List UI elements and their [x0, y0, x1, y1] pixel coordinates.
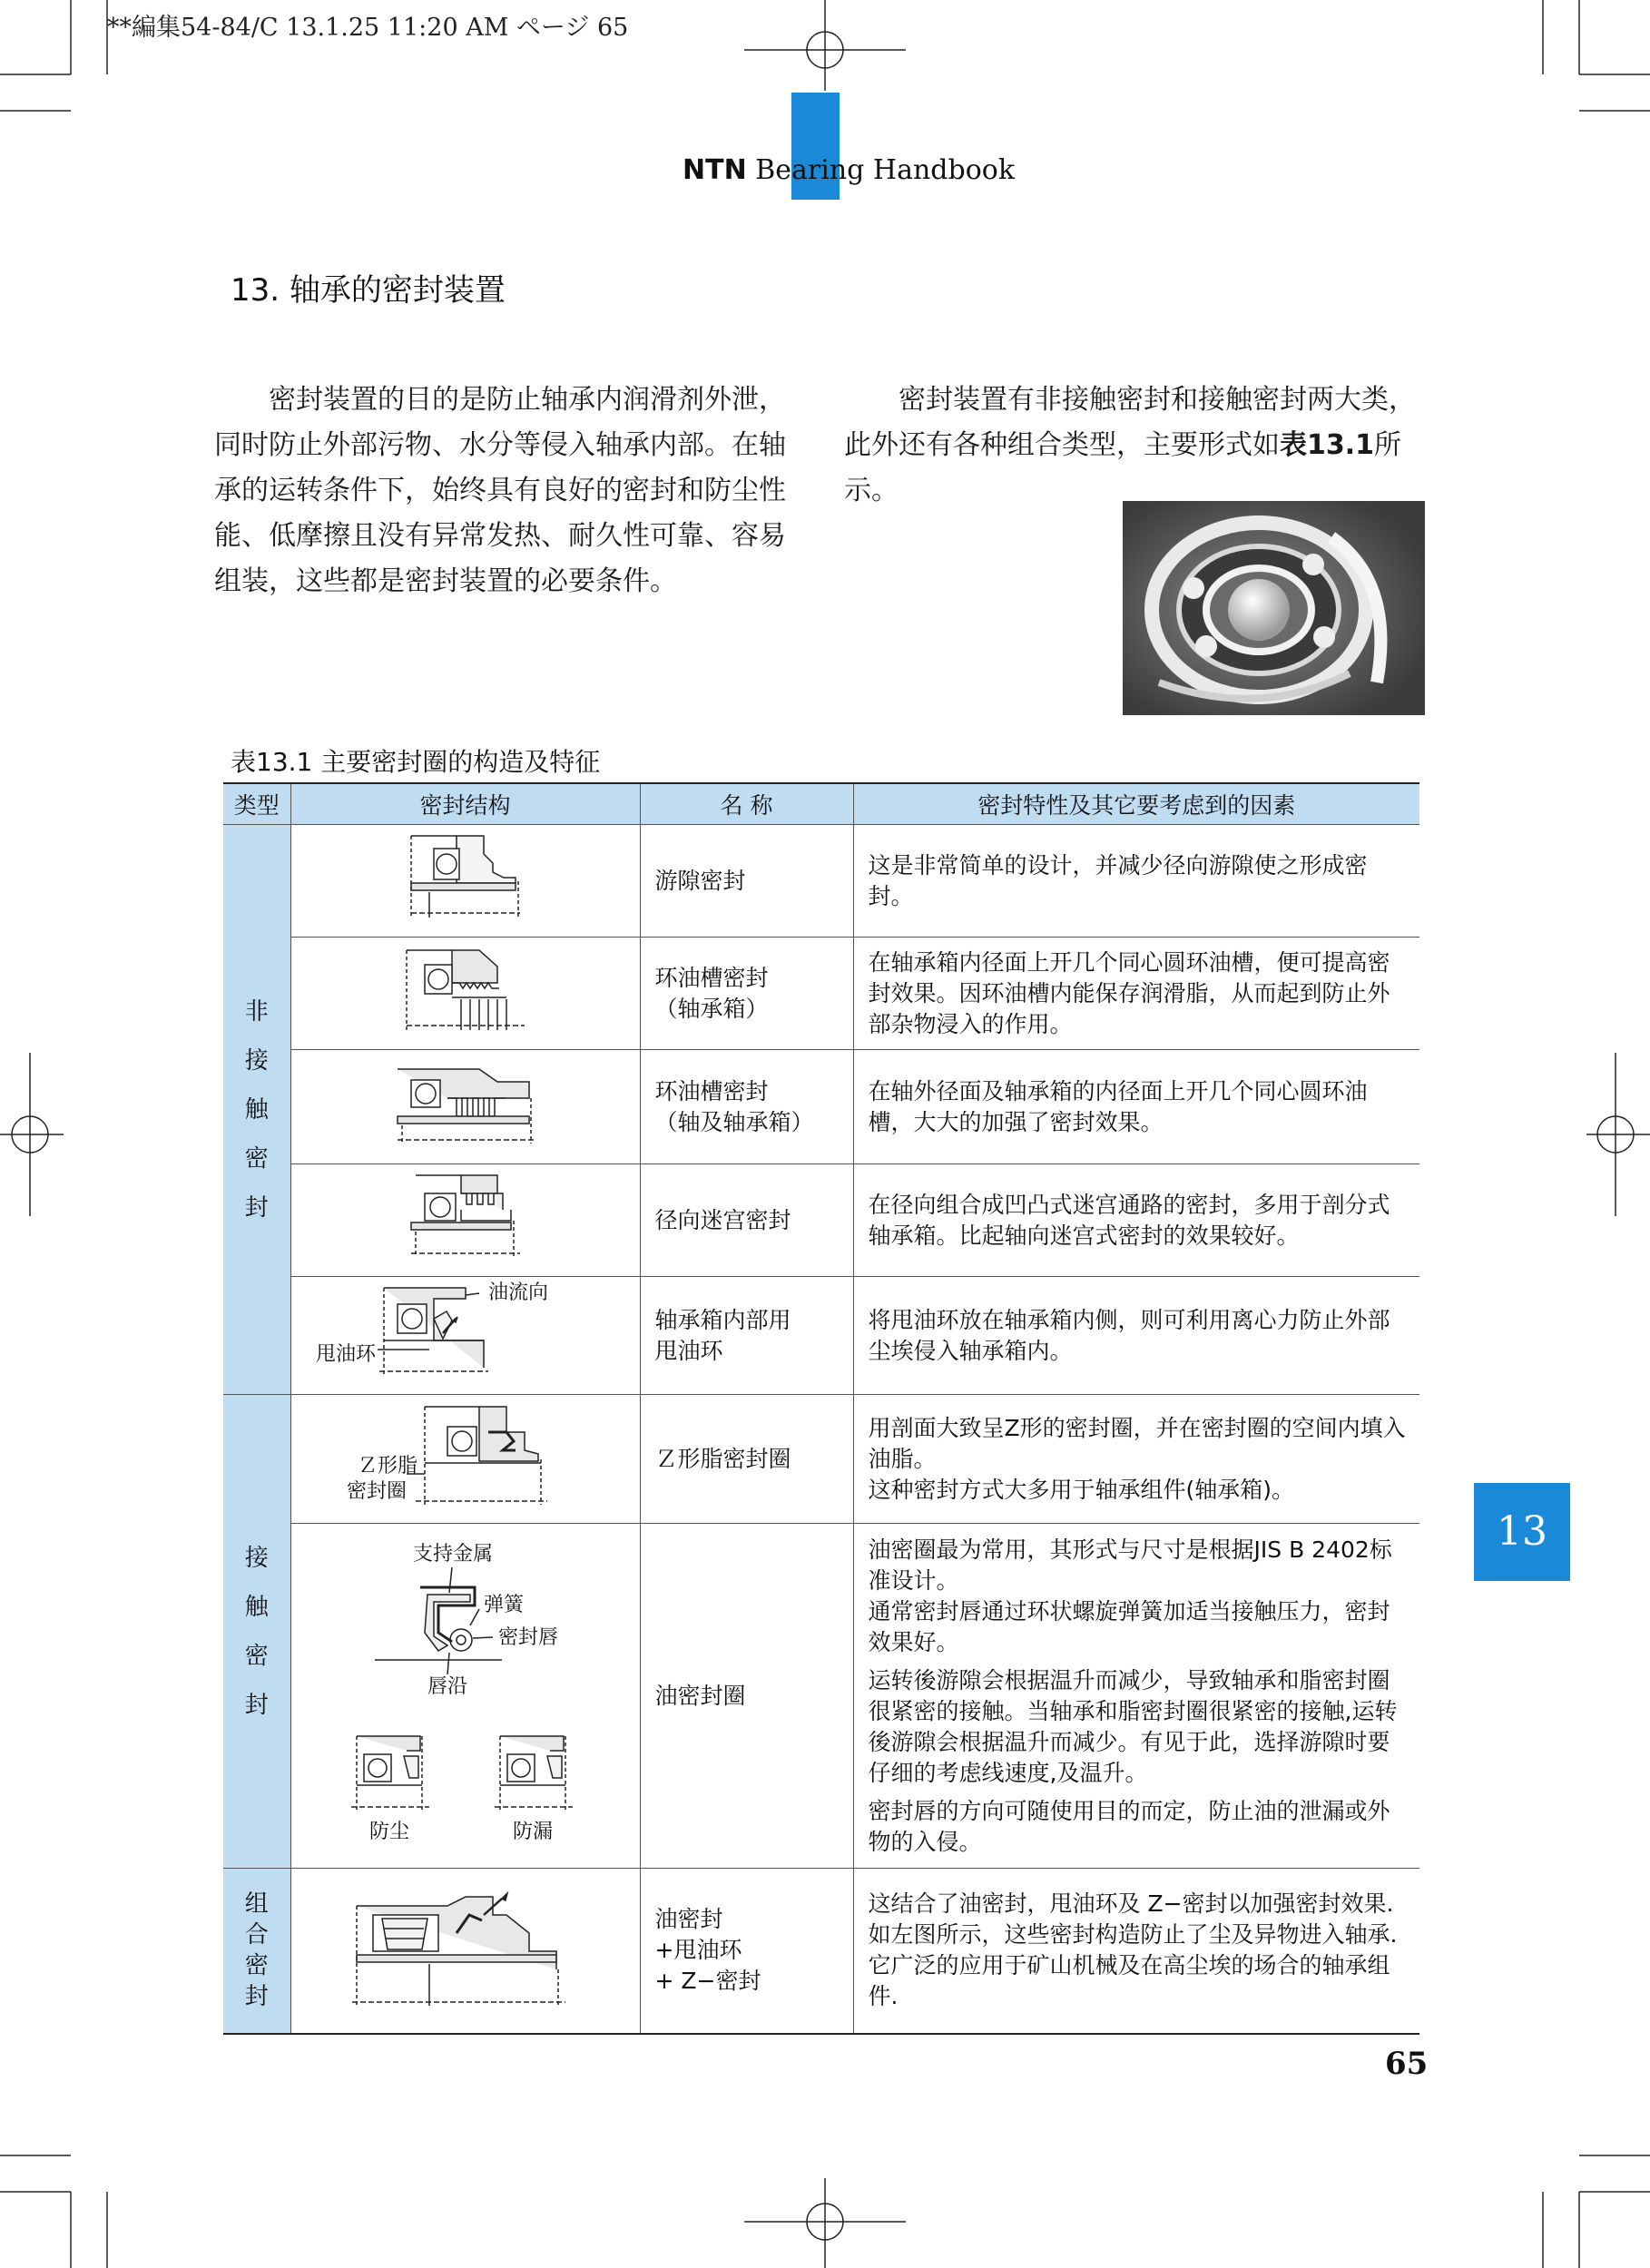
seal-features: 在轴外径面及轴承箱的内径面上开几个同心圆环油槽，大大的加强了密封效果。 [853, 1050, 1419, 1164]
intro-left-text: 密封装置的目的是防止轴承内润滑剂外泄，同时防止外部污物、水分等侵入轴承内部。在轴承的运转条件下，始终具有良好的密封和防尘性能、低摩擦且没有异常发热、耐久性可靠、容易组装，这些都是密封装置的必要条件。 [214, 384, 786, 597]
seal-name: 环油槽密封 （轴承箱） [640, 938, 853, 1050]
table-reference: 表13.1 [1280, 429, 1375, 461]
table-row [223, 825, 1419, 938]
seal-features: 这结合了油密封，甩油环及 Z−密封以加强密封效果. 如左图所示，这些密封构造防止了尘及异物进入轴承. 它广泛的应用于矿山机械及在高尘埃的场合的轴承组件. [853, 1869, 1419, 2034]
structure-diagram-clearance [290, 825, 640, 938]
seal-features: 这是非常简单的设计，并减少径向游隙使之形成密封。 [853, 825, 1419, 938]
label-support-metal: 支持金属 [412, 1543, 493, 1566]
label-leakproof: 防漏 [512, 1821, 553, 1843]
intro-paragraph-right [844, 378, 1423, 514]
section-title: 13. 轴承的密封装置 [231, 272, 506, 309]
header-title: Bearing Handbook [755, 154, 1015, 186]
header-features: 密封特性及其它要考虑到的因素 [853, 783, 1419, 825]
structure-diagram-z-grease-seal [290, 1395, 640, 1524]
intro-right-end: 所示。 [844, 429, 1402, 506]
seal-name: 轴承箱内部用 甩油环 [640, 1277, 853, 1395]
seal-name: Ｚ形脂密封圈 [640, 1395, 853, 1524]
seal-features: 用剖面大致呈Z形的密封圈，并在密封圈的空间内填入油脂。 这种密封方式大多用于轴承组件(轴承箱)。 [853, 1395, 1419, 1524]
table-header-row [223, 783, 1419, 825]
structure-diagram-radial-labyrinth [290, 1164, 640, 1277]
seal-name: 径向迷宫密封 [640, 1164, 853, 1277]
type-combination: 组 合 密 封 [223, 1869, 290, 2034]
type-contact: 接 触 密 封 [223, 1395, 290, 1869]
label-dustproof: 防尘 [368, 1821, 409, 1843]
seal-name: 油密封圈 [640, 1524, 853, 1869]
structure-diagram-oil-seal [290, 1524, 640, 1869]
structure-diagram-oil-slinger [290, 1277, 640, 1395]
seal-features: 在轴承箱内径面上开几个同心圆环油槽，便可提高密封效果。因环油槽内能保存润滑脂，从而起到防止外部杂物浸入的作用。 [853, 938, 1419, 1050]
table-row [223, 1277, 1419, 1395]
table-row [223, 1869, 1419, 2034]
page-number: 65 [1385, 2046, 1429, 2082]
seal-types-table [223, 782, 1419, 2035]
label-lip-edge: 唇沿 [427, 1675, 467, 1698]
header-structure: 密封结构 [290, 783, 640, 825]
label-spring: 弹簧 [483, 1594, 524, 1616]
label-seal-ring: 密封圈 [346, 1480, 407, 1503]
table-caption: 表13.1 主要密封圈的构造及特征 [231, 747, 601, 777]
print-slug: **編集54-84/C 13.1.25 11:20 AM ページ 65 [107, 14, 629, 42]
header-brand: NTN [683, 154, 747, 186]
structure-diagram-combination [290, 1869, 640, 2034]
table-row [223, 1050, 1419, 1164]
header-name: 名 称 [640, 783, 853, 825]
chapter-tab: 13 [1474, 1483, 1570, 1581]
seal-features: 在径向组合成凹凸式迷宫通路的密封，多用于剖分式轴承箱。比起轴向迷宫式密封的效果较好。 [853, 1164, 1419, 1277]
label-oil-flow: 油流向 [487, 1281, 548, 1304]
header-type: 类型 [223, 783, 290, 825]
table-row [223, 938, 1419, 1050]
running-header [683, 154, 1015, 186]
structure-diagram-housing-groove [290, 938, 640, 1050]
intro-paragraph-left [214, 378, 791, 604]
type-noncontact: 非 接 触 密 封 [223, 825, 290, 1395]
table-row [223, 1524, 1419, 1869]
table-row [223, 1395, 1419, 1524]
seal-name: 环油槽密封 （轴及轴承箱） [640, 1050, 853, 1164]
bearing-seal-photo [1123, 501, 1425, 715]
seal-features: 将甩油环放在轴承箱内侧，则可利用离心力防止外部尘埃侵入轴承箱内。 [853, 1277, 1419, 1395]
table-row [223, 1164, 1419, 1277]
seal-name: 游隙密封 [640, 825, 853, 938]
label-seal-lip: 密封唇 [497, 1626, 558, 1649]
seal-features: 油密圈最为常用，其形式与尺寸是根据JIS B 2402标准设计。 通常密封唇通过环状螺旋弹簧加适当接触压力，密封效果好。 运转後游隙会根据温升而减少，导致轴承和脂密封圈很紧密的接触。当轴承和脂密封圈很紧密的接触,运转後游隙会根据温升而减少。有见于此，选择游隙时要仔细的考虑线速度,及温升。 密封唇的方向可随使用目的而定，防止油的泄漏或外物的入侵。 [853, 1524, 1419, 1869]
label-z-grease: Ｚ形脂 [357, 1455, 417, 1478]
label-oil-slinger: 甩油环 [315, 1343, 376, 1366]
intro-right-text: 密封装置有非接触密封和接触密封两大类，此外还有各种组合类型，主要形式如 [844, 384, 1416, 461]
structure-diagram-shaft-housing-groove [290, 1050, 640, 1164]
seal-name: 油密封 +甩油环 + Z−密封 [640, 1869, 853, 2034]
